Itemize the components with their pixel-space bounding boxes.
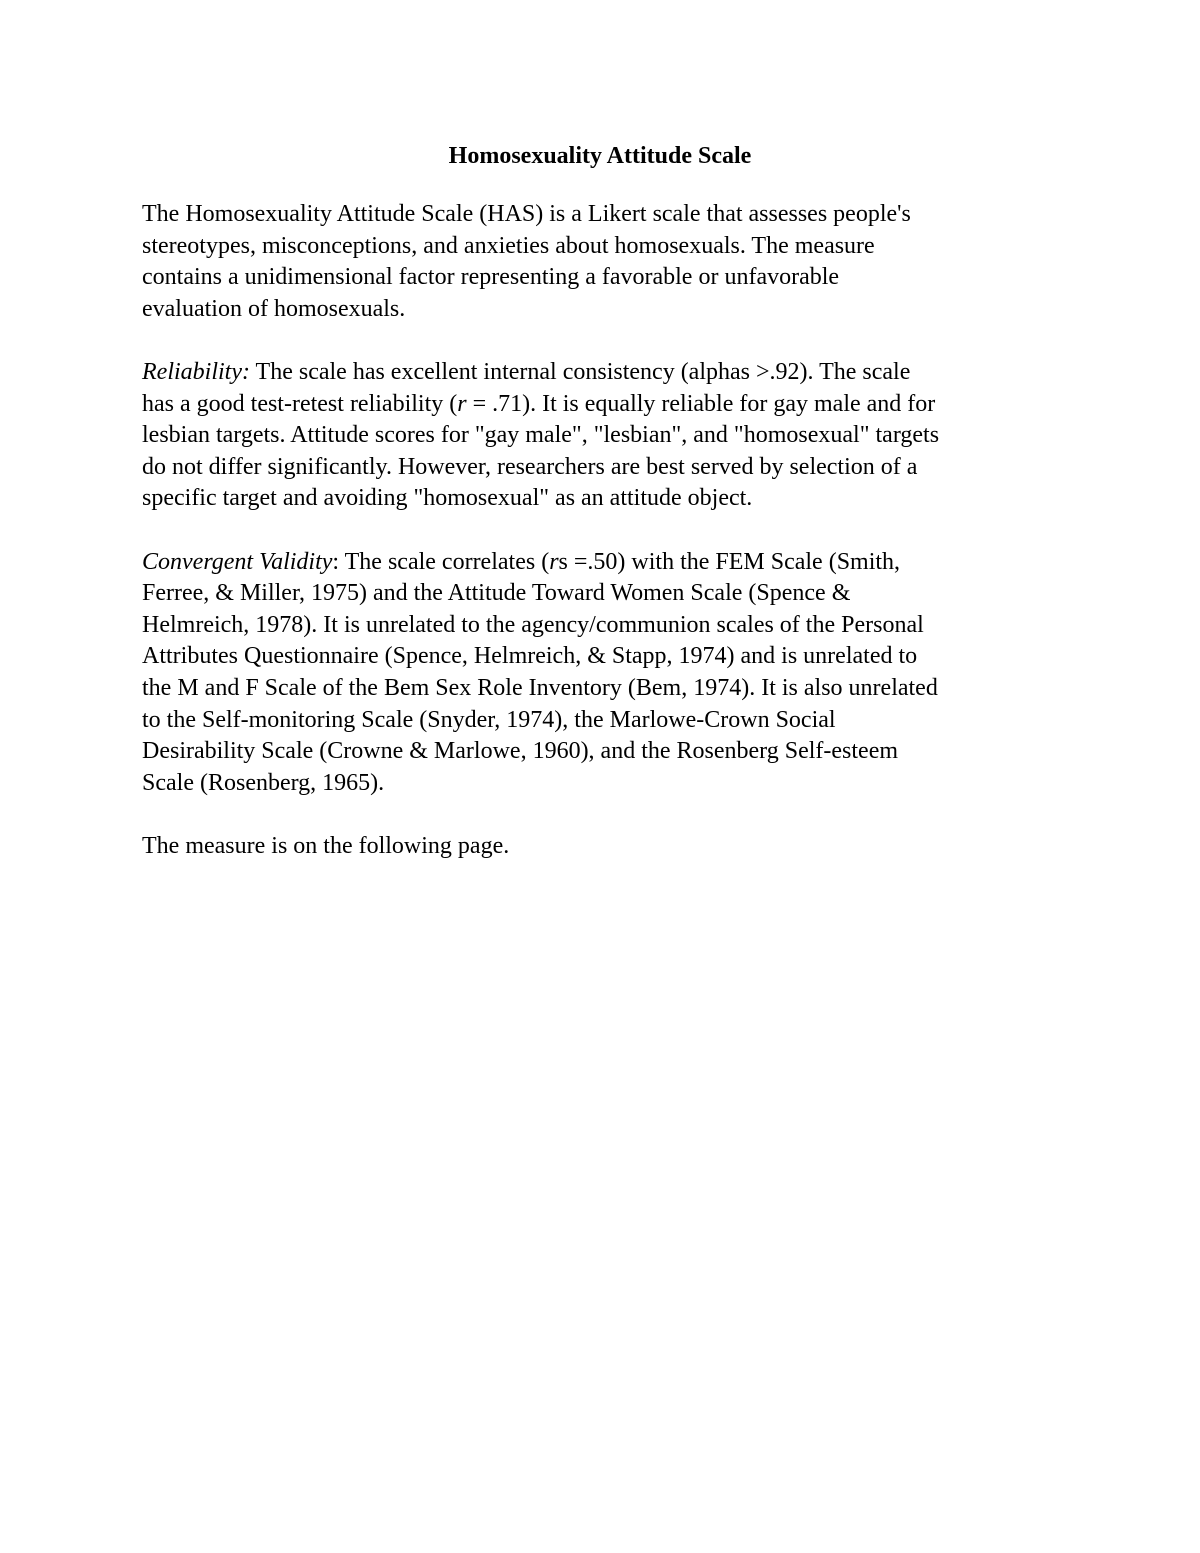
intro-line: The Homosexuality Attitude Scale (HAS) is a Likert scale that assesses people's — [142, 201, 911, 227]
validity-line: Desirability Scale (Crowne & Marlowe, 1960), and the Rosenberg Self-esteem — [142, 738, 899, 765]
validity-paragraph — [142, 547, 1062, 800]
validity-text: : The scale correlates ( — [332, 548, 550, 575]
validity-line: Ferree, & Miller, 1975) and the Attitude Toward Women Scale (Spence & — [142, 580, 851, 607]
reliability-line: lesbian targets. Attitude scores for "gay male", "lesbian", and "homosexual" targets — [142, 422, 940, 449]
document-title: Homosexuality Attitude Scale — [448, 143, 752, 169]
validity-text: s =.50) with the FEM Scale (Smith, — [558, 548, 901, 575]
intro-paragraph — [142, 199, 1062, 325]
validity-line: to the Self-monitoring Scale (Snyder, 1974), the Marlowe-Crown Social — [142, 706, 836, 733]
validity-line: the M and F Scale of the Bem Sex Role Inventory (Bem, 1974). It is also unrelated — [142, 674, 938, 701]
closing-paragraph — [142, 831, 1062, 863]
reliability-text: The scale has excellent internal consistency (alphas >.92). The scale — [249, 358, 911, 385]
validity-line: Attributes Questionnaire (Spence, Helmreich, & Stapp, 1974) and is unrelated to — [142, 643, 918, 670]
intro-line: stereotypes, misconceptions, and anxieties about homosexuals. The measure — [142, 232, 875, 259]
reliability-line: specific target and avoiding "homosexual" as an attitude object. — [142, 485, 753, 512]
r-symbol: r — [549, 548, 559, 575]
validity-line — [142, 547, 1062, 579]
document-body — [142, 140, 1062, 894]
reliability-text: = .71). It is equally reliable for gay male and for — [466, 390, 936, 417]
reliability-label: Reliability: — [142, 358, 250, 385]
intro-line: contains a unidimensional factor representing a favorable or unfavorable — [142, 264, 840, 291]
reliability-paragraph — [142, 357, 1062, 515]
r-symbol: r — [457, 390, 467, 417]
validity-label: Convergent Validity — [142, 548, 333, 575]
validity-line: Helmreich, 1978). It is unrelated to the agency/communion scales of the Personal — [142, 611, 924, 638]
reliability-text: has a good test-retest reliability ( — [142, 390, 458, 417]
closing-line: The measure is on the following page. — [142, 832, 510, 859]
validity-line: Scale (Rosenberg, 1965). — [142, 769, 385, 796]
reliability-line: do not differ significantly. However, researchers are best served by selection of a — [142, 453, 918, 480]
reliability-line — [142, 357, 1062, 389]
intro-line: evaluation of homosexuals. — [142, 295, 406, 322]
reliability-line — [142, 389, 1062, 421]
